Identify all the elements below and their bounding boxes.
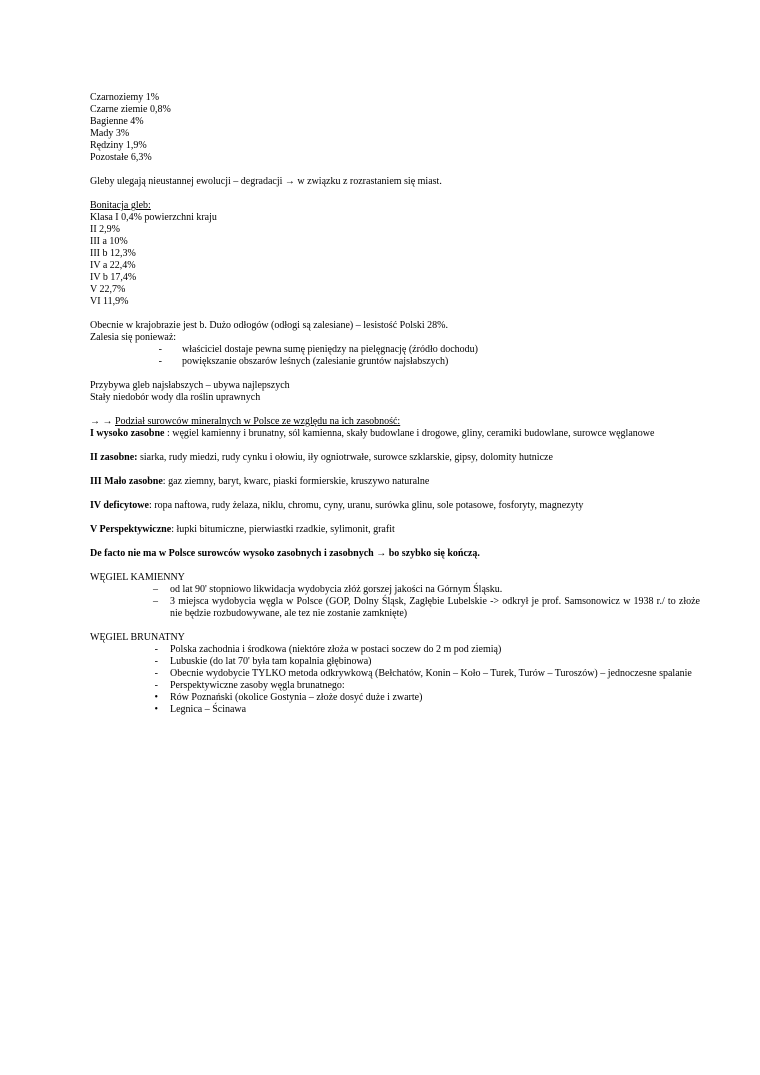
bullet-icon: • <box>154 704 158 715</box>
mineral-group-label: II zasobne: <box>90 452 138 463</box>
brown-coal-title: WĘGIEL BRUNATNY <box>90 632 185 643</box>
list-marker: – <box>153 596 158 607</box>
mineral-group <box>90 476 700 488</box>
list-item <box>90 344 700 356</box>
list-item <box>90 704 700 716</box>
list-marker: - <box>154 680 158 691</box>
poor-soils-line: Stały niedobór wody dla roślin uprawnych <box>90 392 261 403</box>
forest-reason-heading: Zalesia się ponieważ: <box>90 332 177 343</box>
mineral-group <box>90 428 700 440</box>
bonitation-list <box>90 212 700 308</box>
list-marker: - <box>158 356 162 367</box>
bonitation-heading: Bonitacja gleb: <box>90 200 151 211</box>
soil-line: Rędziny 1,9% <box>90 140 147 151</box>
list-text: Obecnie wydobycie TYLKO metoda odkrywkową (Bełchatów, Konin – Koło – Turek, Turów – Turoszów) – jednoczesne spalanie <box>170 668 692 679</box>
soil-line: Bagienne 4% <box>90 116 144 127</box>
degradation-text: Gleby ulegają nieustannej ewolucji – degradacji → w związku z rozrastaniem się miast. <box>90 176 442 187</box>
list-item <box>90 596 700 620</box>
mineral-group <box>90 524 700 536</box>
mineral-group-label: I wysoko zasobne <box>90 428 165 439</box>
list-text: od lat 90' stopniowo likwidacja wydobycia złóż gorszej jakości na Górnym Śląsku. <box>170 584 503 595</box>
mineral-group-label: V Perspektywiczne <box>90 524 172 535</box>
list-text: Rów Poznański (okolice Gostynia – złoże dosyć duże i zwarte) <box>170 692 423 703</box>
soils-list <box>90 92 700 164</box>
bonitation-row: VI 11,9% <box>90 296 129 307</box>
bonitation-row: IV b 17,4% <box>90 272 137 283</box>
mineral-group-text: : węgiel kamienny i brunatny, sól kamienna, skały budowlane i drogowe, gliny, ceramiki budowlane, surowce węglanowe <box>164 428 655 439</box>
hard-coal-list <box>90 584 700 620</box>
list-item <box>90 656 700 668</box>
mineral-group-text: : ropa naftowa, rudy żelaza, niklu, chromu, cyny, uranu, surówka glinu, sole potasowe, fosforyty, magnezyty <box>148 500 584 511</box>
document-page <box>90 92 700 716</box>
list-text: Legnica – Ścinawa <box>170 704 247 715</box>
mineral-group <box>90 500 700 512</box>
minerals-heading-line <box>90 416 700 428</box>
list-text: 3 miejsca wydobycia węgla w Polsce (GOP, Dolny Śląsk, Zagłębie Lubelskie -> odkrył je prof. Samsonowicz w 1938 r./ to złoże nie będzie rozbudowywane, ale tez nie zostanie zamknięte) <box>170 596 700 619</box>
bullet-icon: • <box>154 692 158 703</box>
forest-text: Obecnie w krajobrazie jest b. Dużo odłogów (odłogi są zalesiane) – lesistość Polski 28%. <box>90 320 448 331</box>
mineral-group-label: III Mało zasobne <box>90 476 163 487</box>
mineral-group-label: IV deficytowe <box>90 500 149 511</box>
forest-reasons <box>90 344 700 368</box>
brown-coal-list <box>90 644 700 716</box>
bonitation-row: IV a 22,4% <box>90 260 136 271</box>
bonitation-row: V 22,7% <box>90 284 126 295</box>
list-marker: – <box>153 584 158 595</box>
list-text: Perspektywiczne zasoby węgla brunatnego: <box>170 680 345 691</box>
list-marker: - <box>154 644 158 655</box>
list-item <box>90 356 700 368</box>
list-item <box>90 584 700 596</box>
list-marker: - <box>154 668 158 679</box>
soil-line: Mady 3% <box>90 128 130 139</box>
list-item <box>90 680 700 692</box>
minerals-heading: Podział surowców mineralnych w Polsce ze względu na ich zasobność: <box>115 416 401 427</box>
hard-coal-title: WĘGIEL KAMIENNY <box>90 572 185 583</box>
list-text: właściciel dostaje pewna sumę pieniędzy na pielęgnację (źródło dochodu) <box>182 344 478 355</box>
list-text: powiększanie obszarów leśnych (zalesianie gruntów najsłabszych) <box>182 356 449 367</box>
bonitation-row: Klasa I 0,4% powierzchni kraju <box>90 212 217 223</box>
soil-line: Czarnoziemy 1% <box>90 92 160 103</box>
list-text: Polska zachodnia i środkowa (niektóre złoża w postaci soczew do 2 m pod ziemią) <box>170 644 502 655</box>
list-item <box>90 668 700 680</box>
soil-line: Czarne ziemie 0,8% <box>90 104 171 115</box>
mineral-group-text: siarka, rudy miedzi, rudy cynku i ołowiu, iły ogniotrwałe, surowce szklarskie, gipsy, dolomity hutnicze <box>137 452 553 463</box>
mineral-group-text: : gaz ziemny, baryt, kwarc, piaski formierskie, kruszywo naturalne <box>162 476 430 487</box>
arrow-icon: → → <box>90 416 113 427</box>
bonitation-row: III b 12,3% <box>90 248 136 259</box>
list-item <box>90 692 700 704</box>
mineral-group-text: : łupki bitumiczne, pierwiastki rzadkie, sylimonit, grafit <box>171 524 395 535</box>
list-item <box>90 644 700 656</box>
soil-line: Pozostałe 6,3% <box>90 152 152 163</box>
poor-soils-line: Przybywa gleb najsłabszych – ubywa najlepszych <box>90 380 290 391</box>
minerals-conclusion: De facto nie ma w Polsce surowców wysoko zasobnych i zasobnych → bo szybko się kończą. <box>90 548 480 559</box>
bonitation-row: II 2,9% <box>90 224 120 235</box>
mineral-group <box>90 452 700 464</box>
bonitation-row: III a 10% <box>90 236 128 247</box>
list-marker: - <box>154 656 158 667</box>
list-marker: - <box>158 344 162 355</box>
list-text: Lubuskie (do lat 70' była tam kopalnia głębinowa) <box>170 656 372 667</box>
